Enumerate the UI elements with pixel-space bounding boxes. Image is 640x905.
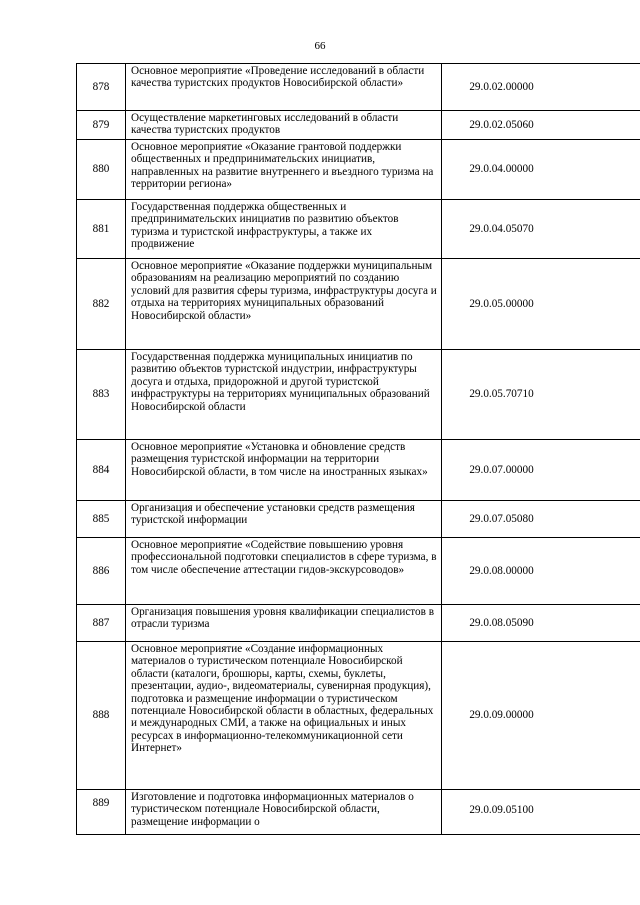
row-code-cell bbox=[442, 350, 640, 440]
row-code-cell bbox=[442, 538, 640, 605]
row-code-cell bbox=[442, 64, 640, 111]
row-code: 29.0.09.05100 bbox=[469, 804, 534, 816]
row-code-cell bbox=[442, 111, 640, 140]
table-row bbox=[77, 440, 640, 501]
row-number: 886 bbox=[77, 538, 126, 605]
row-name: Основное мероприятие «Содействие повышению уровня профессиональной подготовки специалистов в сфере туризма, в том числе обеспечение аттестации гидов-экскурсоводов» bbox=[126, 538, 442, 605]
row-name: Основное мероприятие «Создание информационных материалов о туристическом потенциале Новосибирской области (каталоги, брошюры, карты, схемы, буклеты, презентации, аудио-, видеоматериалы, сувенирная продукция), подготовка и размещение информации о туристическом потенциале Новосибирской области в областных, федеральных и международных СМИ, а также на официальных и иных ресурсах в информационно-телекоммуникационной сети Интернет» bbox=[126, 642, 442, 790]
table-row bbox=[77, 642, 640, 790]
row-code: 29.0.02.05060 bbox=[469, 118, 534, 131]
page-number: 66 bbox=[314, 40, 326, 52]
table-row bbox=[77, 790, 640, 835]
table-row bbox=[77, 200, 640, 259]
row-code-cell bbox=[442, 259, 640, 350]
row-code: 29.0.07.05080 bbox=[469, 512, 534, 525]
row-code-cell bbox=[442, 605, 640, 642]
row-code-cell bbox=[442, 501, 640, 538]
table-row bbox=[77, 259, 640, 350]
row-code: 29.0.08.05090 bbox=[469, 616, 534, 629]
row-code: 29.0.07.00000 bbox=[469, 463, 534, 476]
row-name: Организация и обеспечение установки средств размещения туристской информации bbox=[126, 501, 442, 538]
row-number: 884 bbox=[77, 440, 126, 501]
row-number: 882 bbox=[77, 259, 126, 350]
row-code-cell bbox=[442, 642, 640, 790]
table-row bbox=[77, 538, 640, 605]
row-code-cell bbox=[442, 200, 640, 259]
row-name: Осуществление маркетинговых исследований в области качества туристских продуктов bbox=[126, 111, 442, 140]
row-name: Основное мероприятие «Установка и обновление средств размещения туристской информации на территории Новосибирской области, в том числе на иностранных языках» bbox=[126, 440, 442, 501]
table-row bbox=[77, 140, 640, 200]
row-code: 29.0.09.00000 bbox=[469, 709, 534, 722]
row-number: 888 bbox=[77, 642, 126, 790]
row-number: 889 bbox=[77, 790, 126, 835]
table-row bbox=[77, 111, 640, 140]
table-row bbox=[77, 501, 640, 538]
row-name: Государственная поддержка муниципальных инициатив по развитию объектов туристской индустрии, инфраструктуры досуга и отдыха, придорожной и другой туристской инфраструктуры на территориях муниципальных образований Новосибирской области bbox=[126, 350, 442, 440]
table-row bbox=[77, 605, 640, 642]
row-number: 885 bbox=[77, 501, 126, 538]
row-name: Основное мероприятие «Проведение исследований в области качества туристских продуктов Новосибирской области» bbox=[126, 64, 442, 111]
row-code: 29.0.05.00000 bbox=[469, 297, 534, 310]
row-code-cell bbox=[442, 790, 640, 835]
row-name: Основное мероприятие «Оказание поддержки муниципальным образованиям на реализацию мероприятий по созданию условий для развития сферы туризма, инфраструктуры досуга и отдыха на территориях муниципальных образований Новосибирской области» bbox=[126, 259, 442, 350]
row-number: 879 bbox=[77, 111, 126, 140]
row-number: 883 bbox=[77, 350, 126, 440]
row-code: 29.0.02.00000 bbox=[469, 80, 534, 93]
row-name: Государственная поддержка общественных и предпринимательских инициатив по развитию объектов туризма и туристской инфраструктуры, а также их продвижение bbox=[126, 200, 442, 259]
table-row bbox=[77, 350, 640, 440]
row-number: 880 bbox=[77, 140, 126, 200]
row-number: 881 bbox=[77, 200, 126, 259]
row-code-cell bbox=[442, 140, 640, 200]
row-number: 878 bbox=[77, 64, 126, 111]
row-code-cell bbox=[442, 440, 640, 501]
row-code: 29.0.08.00000 bbox=[469, 564, 534, 577]
row-name: Организация повышения уровня квалификации специалистов в отрасли туризма bbox=[126, 605, 442, 642]
table-row bbox=[77, 64, 640, 111]
row-name: Изготовление и подготовка информационных материалов о туристическом потенциале Новосибирской области, размещение информации о bbox=[126, 790, 442, 835]
row-code: 29.0.04.00000 bbox=[469, 163, 534, 176]
row-number: 887 bbox=[77, 605, 126, 642]
row-code: 29.0.05.70710 bbox=[469, 388, 534, 401]
row-name: Основное мероприятие «Оказание грантовой поддержки общественных и предпринимательских инициатив, направленных на развитие внутреннего и въездного туризма на территории региона» bbox=[126, 140, 442, 200]
row-code: 29.0.04.05070 bbox=[469, 222, 534, 235]
budget-classification-table bbox=[76, 63, 640, 835]
